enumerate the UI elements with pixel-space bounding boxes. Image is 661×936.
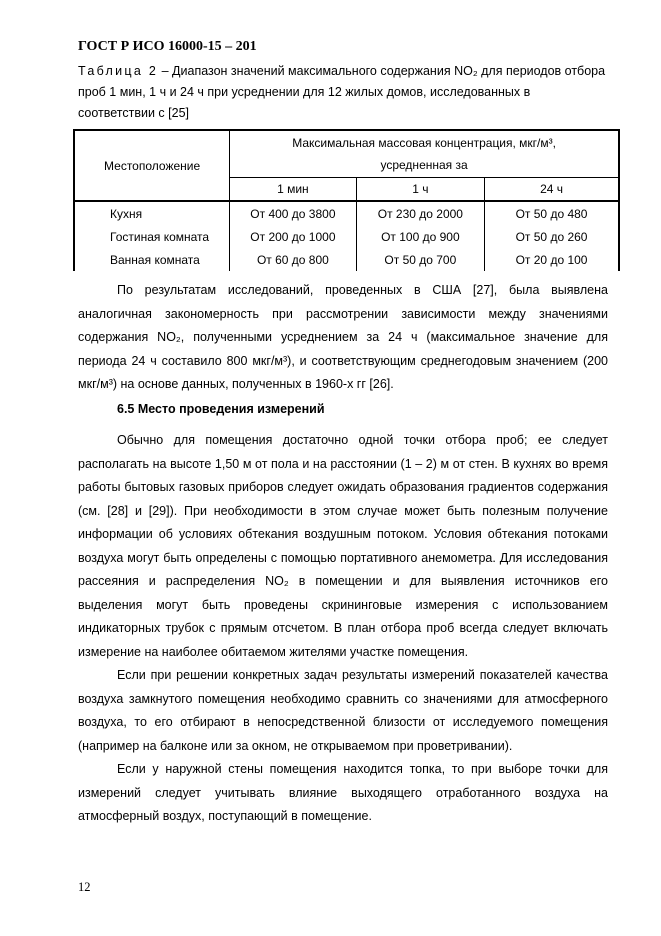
table-row — [74, 225, 619, 248]
paragraph-outdoor-comparison: Если при решении конкретных задач результаты измерений показателей качества воздуха замкнутого помещения необходимо сравнить со значениями для атмосферного воздуха, то его отбирают в непосредственной близости от исследуемого помещения (например на балконе или за окном, не открываемом при проветривании). — [78, 668, 608, 753]
no2-concentration-table — [73, 129, 620, 271]
standard-header: ГОСТ Р ИСО 16000-15 – 201 — [78, 39, 257, 54]
table-caption-text: – Диапазон значений максимального содержания NO₂ для периодов отбора проб 1 мин, 1 ч и 24 ч при усреднении для 12 жилых домов, исследованных в соответствии с [25] — [78, 64, 606, 120]
section-body — [78, 429, 608, 829]
table-caption — [78, 61, 608, 124]
row-value-1h: От 100 до 900 — [356, 225, 484, 248]
row-value-24h: От 20 до 100 — [485, 248, 619, 271]
section-heading: 6.5 Место проведения измерений — [117, 402, 325, 416]
period-header-24h: 24 ч — [485, 178, 619, 202]
table-row — [74, 201, 619, 225]
period-header-1h: 1 ч — [356, 178, 484, 202]
paragraph-sampling-point: Обычно для помещения достаточно одной точки отбора проб; ее следует располагать на высоте 1,50 м от пола и на расстоянии (1 – 2) м от стен. В кухнях во время работы бытовых газовых приборов следует ожидать образования градиентов содержания (см. [28] и [29]). При необходимости в этом случае может быть полезным получение информации об условиях обтекания воздушным потоком. Условия обтекания потоками воздуха могут быть определены с помощью портативного анемометра. Для исследования рассеяния и распределения NO₂ в помещении и для выявления источников его выделения могут быть проведены скрининговые измерения с использованием индикаторных трубок с прямым отсчетом. В план отбора проб всегда следует включать измерение на наиболее обитаемом жителями участке помещения. — [78, 433, 608, 659]
row-value-1h: От 230 до 2000 — [356, 201, 484, 225]
row-location: Гостиная комната — [74, 225, 230, 248]
row-value-1h: От 50 до 700 — [356, 248, 484, 271]
row-location: Ванная комната — [74, 248, 230, 271]
location-column-header: Местоположение — [74, 130, 230, 201]
row-value-24h: От 50 до 480 — [485, 201, 619, 225]
row-value-1min: От 400 до 3800 — [230, 201, 356, 225]
concentration-header-line1: Максимальная массовая концентрация, мкг/м³, — [292, 136, 556, 150]
paragraph-usa-study: По результатам исследований, проведенных в США [27], была выявлена аналогичная закономерность при рассмотрении зависимости между значениями содержания NO₂, полученными усреднением за 24 ч (максимальное значение для периода 24 ч составило 800 мкг/м³), и соответствующим среднегодовым значением (200 мкг/м³) на основе данных, полученных в 1960-х гг [26]. — [78, 283, 608, 391]
page-number: 12 — [78, 880, 91, 894]
row-value-1min: От 60 до 800 — [230, 248, 356, 271]
concentration-column-header — [230, 130, 619, 178]
period-header-1min: 1 мин — [230, 178, 356, 202]
row-value-1min: От 200 до 1000 — [230, 225, 356, 248]
table-row — [74, 248, 619, 271]
paragraph-usa-study-block — [78, 279, 608, 397]
row-location: Кухня — [74, 201, 230, 225]
row-value-24h: От 50 до 260 — [485, 225, 619, 248]
paragraph-furnace: Если у наружной стены помещения находится топка, то при выборе точки для измерений следует учитывать влияние выходящего отработанного воздуха на атмосферный воздух, поступающий в помещение. — [78, 762, 608, 823]
table-caption-lead: Таблица 2 — [78, 64, 159, 78]
concentration-header-line2: усредненная за — [380, 158, 468, 172]
